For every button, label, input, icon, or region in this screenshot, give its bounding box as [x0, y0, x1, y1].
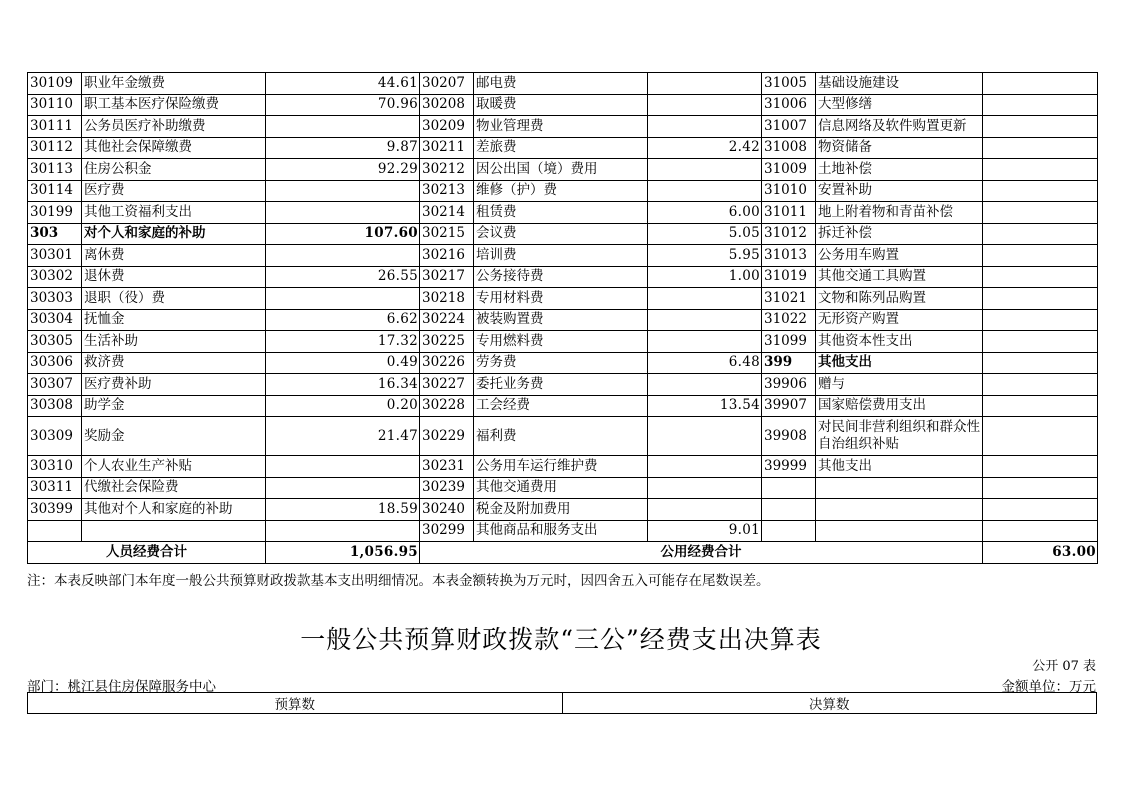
code-cell: 30199: [28, 202, 82, 224]
name-cell: 文物和陈列品购置: [816, 288, 983, 310]
name-cell: 邮电费: [474, 73, 648, 95]
totals-row: [28, 542, 1098, 564]
amount-cell: [648, 116, 762, 138]
name-cell: 生活补助: [82, 331, 266, 353]
code-cell: 30212: [420, 159, 474, 181]
amount-cell: [983, 456, 1098, 478]
code-cell: 30310: [28, 456, 82, 478]
name-cell: 其他社会保障缴费: [82, 137, 266, 159]
amount-cell: [266, 520, 420, 542]
amount-cell: [648, 331, 762, 353]
budget-column-header: 预算数: [28, 693, 563, 714]
code-cell: 30217: [420, 266, 474, 288]
amount-cell: 6.48: [648, 352, 762, 374]
table-row: [28, 94, 1098, 116]
name-cell: 信息网络及软件购置更新: [816, 116, 983, 138]
expenditure-detail-table: [27, 72, 1098, 564]
amount-cell: [983, 352, 1098, 374]
code-cell: 31012: [762, 223, 816, 245]
name-cell: 医疗费补助: [82, 374, 266, 396]
code-cell: 30214: [420, 202, 474, 224]
amount-cell: [983, 331, 1098, 353]
code-cell: 39906: [762, 374, 816, 396]
table-row: [28, 395, 1098, 417]
code-cell: 30113: [28, 159, 82, 181]
amount-cell: [648, 499, 762, 521]
amount-cell: [983, 266, 1098, 288]
code-cell: 30207: [420, 73, 474, 95]
table-row: [28, 520, 1098, 542]
table-row: [28, 137, 1098, 159]
code-cell: 30111: [28, 116, 82, 138]
table-row: [28, 245, 1098, 267]
amount-cell: 5.05: [648, 223, 762, 245]
table-row: [28, 180, 1098, 202]
table-row: [28, 456, 1098, 478]
amount-cell: 9.87: [266, 137, 420, 159]
amount-cell: [983, 94, 1098, 116]
table-row: [28, 73, 1098, 95]
name-cell: 公务用车运行维护费: [474, 456, 648, 478]
amount-cell: [266, 202, 420, 224]
table-row: [28, 288, 1098, 310]
code-cell: 30304: [28, 309, 82, 331]
table-row: [28, 499, 1098, 521]
code-cell: 31006: [762, 94, 816, 116]
code-cell: 30240: [420, 499, 474, 521]
amount-cell: [648, 374, 762, 396]
amount-cell: 26.55: [266, 266, 420, 288]
amount-cell: [648, 180, 762, 202]
code-cell: 30227: [420, 374, 474, 396]
code-cell: 30225: [420, 331, 474, 353]
amount-cell: 107.60: [266, 223, 420, 245]
amount-cell: 9.01: [648, 520, 762, 542]
amount-cell: [983, 180, 1098, 202]
amount-cell: 0.20: [266, 395, 420, 417]
department-label: 部门：桃江县住房保障服务中心: [27, 679, 216, 695]
name-cell: 福利费: [474, 417, 648, 456]
name-cell: 劳务费: [474, 352, 648, 374]
code-cell: 30307: [28, 374, 82, 396]
amount-cell: [983, 395, 1098, 417]
name-cell: 土地补偿: [816, 159, 983, 181]
public-total-value: 63.00: [983, 542, 1098, 564]
name-cell: 税金及附加费用: [474, 499, 648, 521]
code-cell: 30109: [28, 73, 82, 95]
name-cell: 赠与: [816, 374, 983, 396]
amount-cell: [983, 477, 1098, 499]
name-cell: [82, 520, 266, 542]
amount-cell: [983, 417, 1098, 456]
amount-cell: [983, 202, 1098, 224]
amount-cell: [266, 116, 420, 138]
amount-cell: 13.54: [648, 395, 762, 417]
name-cell: [816, 499, 983, 521]
name-cell: 大型修缮: [816, 94, 983, 116]
code-cell: 30224: [420, 309, 474, 331]
name-cell: 退休费: [82, 266, 266, 288]
code-cell: 30211: [420, 137, 474, 159]
amount-cell: 18.59: [266, 499, 420, 521]
amount-cell: 21.47: [266, 417, 420, 456]
amount-cell: [266, 180, 420, 202]
name-cell: 代缴社会保险费: [82, 477, 266, 499]
amount-cell: 0.49: [266, 352, 420, 374]
name-cell: 职业年金缴费: [82, 73, 266, 95]
amount-cell: [983, 520, 1098, 542]
amount-cell: 92.29: [266, 159, 420, 181]
name-cell: 会议费: [474, 223, 648, 245]
name-cell: 因公出国（境）费用: [474, 159, 648, 181]
name-cell: 离休费: [82, 245, 266, 267]
table-row: [28, 202, 1098, 224]
amount-cell: [983, 223, 1098, 245]
name-cell: 租赁费: [474, 202, 648, 224]
amount-cell: [983, 374, 1098, 396]
code-cell: 31022: [762, 309, 816, 331]
code-cell: 39907: [762, 395, 816, 417]
name-cell: [816, 477, 983, 499]
name-cell: 差旅费: [474, 137, 648, 159]
table-body: [28, 73, 1098, 542]
code-cell: 31019: [762, 266, 816, 288]
code-cell: 30309: [28, 417, 82, 456]
code-cell: 31007: [762, 116, 816, 138]
code-cell: 30112: [28, 137, 82, 159]
name-cell: 退职（役）费: [82, 288, 266, 310]
code-cell: 30299: [420, 520, 474, 542]
code-cell: 30306: [28, 352, 82, 374]
code-cell: 30399: [28, 499, 82, 521]
amount-cell: [266, 477, 420, 499]
three-public-expense-table: [27, 692, 1097, 714]
name-cell: 其他资本性支出: [816, 331, 983, 353]
code-cell: 30302: [28, 266, 82, 288]
table-row: [28, 309, 1098, 331]
amount-cell: [266, 245, 420, 267]
code-cell: 30308: [28, 395, 82, 417]
name-cell: 无形资产购置: [816, 309, 983, 331]
name-cell: 其他对个人和家庭的补助: [82, 499, 266, 521]
name-cell: 个人农业生产补贴: [82, 456, 266, 478]
name-cell: 助学金: [82, 395, 266, 417]
code-cell: 31013: [762, 245, 816, 267]
amount-cell: 44.61: [266, 73, 420, 95]
name-cell: 公务员医疗补助缴费: [82, 116, 266, 138]
amount-cell: [983, 159, 1098, 181]
amount-cell: 17.32: [266, 331, 420, 353]
code-cell: 30311: [28, 477, 82, 499]
code-cell: 30301: [28, 245, 82, 267]
code-cell: 30228: [420, 395, 474, 417]
amount-cell: [266, 456, 420, 478]
name-cell: 其他支出: [816, 456, 983, 478]
name-cell: 地上附着物和青苗补偿: [816, 202, 983, 224]
code-cell: [762, 499, 816, 521]
amount-cell: [266, 288, 420, 310]
table-note: 注：本表反映部门本年度一般公共预算财政拨款基本支出明细情况。本表金额转换为万元时，因四舍五入可能存在尾数误差。: [27, 573, 770, 589]
amount-cell: [983, 245, 1098, 267]
name-cell: 培训费: [474, 245, 648, 267]
code-cell: 31099: [762, 331, 816, 353]
name-cell: 其他支出: [816, 352, 983, 374]
code-cell: 30303: [28, 288, 82, 310]
name-cell: 医疗费: [82, 180, 266, 202]
name-cell: 专用材料费: [474, 288, 648, 310]
code-cell: 30208: [420, 94, 474, 116]
final-column-header: 决算数: [562, 693, 1097, 714]
public-total-label: 公用经费合计: [420, 542, 983, 564]
code-cell: 30209: [420, 116, 474, 138]
name-cell: 公务用车购置: [816, 245, 983, 267]
name-cell: 工会经费: [474, 395, 648, 417]
table-row: [28, 352, 1098, 374]
code-cell: 30215: [420, 223, 474, 245]
code-cell: [762, 520, 816, 542]
amount-cell: [648, 309, 762, 331]
section-title: 一般公共预算财政拨款“三公”经费支出决算表: [300, 625, 822, 654]
amount-cell: 70.96: [266, 94, 420, 116]
code-cell: 31005: [762, 73, 816, 95]
amount-cell: [648, 417, 762, 456]
code-cell: 30239: [420, 477, 474, 499]
name-cell: 维修（护）费: [474, 180, 648, 202]
amount-cell: [648, 477, 762, 499]
amount-cell: [648, 73, 762, 95]
name-cell: 职工基本医疗保险缴费: [82, 94, 266, 116]
name-cell: 拆迁补偿: [816, 223, 983, 245]
code-cell: 30305: [28, 331, 82, 353]
table-row: [28, 374, 1098, 396]
header-row: [28, 693, 1097, 714]
table-row: [28, 116, 1098, 138]
name-cell: 对个人和家庭的补助: [82, 223, 266, 245]
form-number: 公开 07 表: [1032, 659, 1096, 674]
code-cell: 39908: [762, 417, 816, 456]
amount-cell: [983, 137, 1098, 159]
amount-cell: [648, 159, 762, 181]
code-cell: [762, 477, 816, 499]
code-cell: 303: [28, 223, 82, 245]
amount-cell: [983, 499, 1098, 521]
name-cell: 被装购置费: [474, 309, 648, 331]
amount-cell: [648, 288, 762, 310]
name-cell: 抚恤金: [82, 309, 266, 331]
table-row: [28, 223, 1098, 245]
name-cell: 其他工资福利支出: [82, 202, 266, 224]
code-cell: 31021: [762, 288, 816, 310]
name-cell: 物资储备: [816, 137, 983, 159]
personnel-total-label: 人员经费合计: [28, 542, 266, 564]
table-row: [28, 159, 1098, 181]
table-row: [28, 417, 1098, 456]
code-cell: 31011: [762, 202, 816, 224]
code-cell: 39999: [762, 456, 816, 478]
amount-cell: [983, 288, 1098, 310]
name-cell: 救济费: [82, 352, 266, 374]
table-row: [28, 266, 1098, 288]
amount-cell: 5.95: [648, 245, 762, 267]
table-row: [28, 331, 1098, 353]
name-cell: 取暖费: [474, 94, 648, 116]
amount-unit-label: 金额单位：万元: [1001, 679, 1096, 695]
name-cell: 物业管理费: [474, 116, 648, 138]
code-cell: 399: [762, 352, 816, 374]
amount-cell: 6.62: [266, 309, 420, 331]
code-cell: 30114: [28, 180, 82, 202]
amount-cell: 1.00: [648, 266, 762, 288]
name-cell: [816, 520, 983, 542]
code-cell: 30231: [420, 456, 474, 478]
amount-cell: 6.00: [648, 202, 762, 224]
amount-cell: [983, 73, 1098, 95]
name-cell: 安置补助: [816, 180, 983, 202]
code-cell: 30110: [28, 94, 82, 116]
name-cell: 委托业务费: [474, 374, 648, 396]
name-cell: 对民间非营利组织和群众性自治组织补贴: [816, 417, 983, 456]
code-cell: 31010: [762, 180, 816, 202]
code-cell: 30218: [420, 288, 474, 310]
code-cell: [28, 520, 82, 542]
code-cell: 30216: [420, 245, 474, 267]
name-cell: 奖励金: [82, 417, 266, 456]
code-cell: 30226: [420, 352, 474, 374]
name-cell: 其他交通费用: [474, 477, 648, 499]
amount-cell: [983, 309, 1098, 331]
amount-cell: [648, 94, 762, 116]
code-cell: 30213: [420, 180, 474, 202]
name-cell: 专用燃料费: [474, 331, 648, 353]
amount-cell: [648, 456, 762, 478]
amount-cell: 2.42: [648, 137, 762, 159]
name-cell: 基础设施建设: [816, 73, 983, 95]
personnel-total-value: 1,056.95: [266, 542, 420, 564]
amount-cell: [983, 116, 1098, 138]
table-row: [28, 477, 1098, 499]
name-cell: 其他商品和服务支出: [474, 520, 648, 542]
amount-cell: 16.34: [266, 374, 420, 396]
code-cell: 31009: [762, 159, 816, 181]
name-cell: 公务接待费: [474, 266, 648, 288]
code-cell: 30229: [420, 417, 474, 456]
code-cell: 31008: [762, 137, 816, 159]
name-cell: 其他交通工具购置: [816, 266, 983, 288]
name-cell: 国家赔偿费用支出: [816, 395, 983, 417]
name-cell: 住房公积金: [82, 159, 266, 181]
